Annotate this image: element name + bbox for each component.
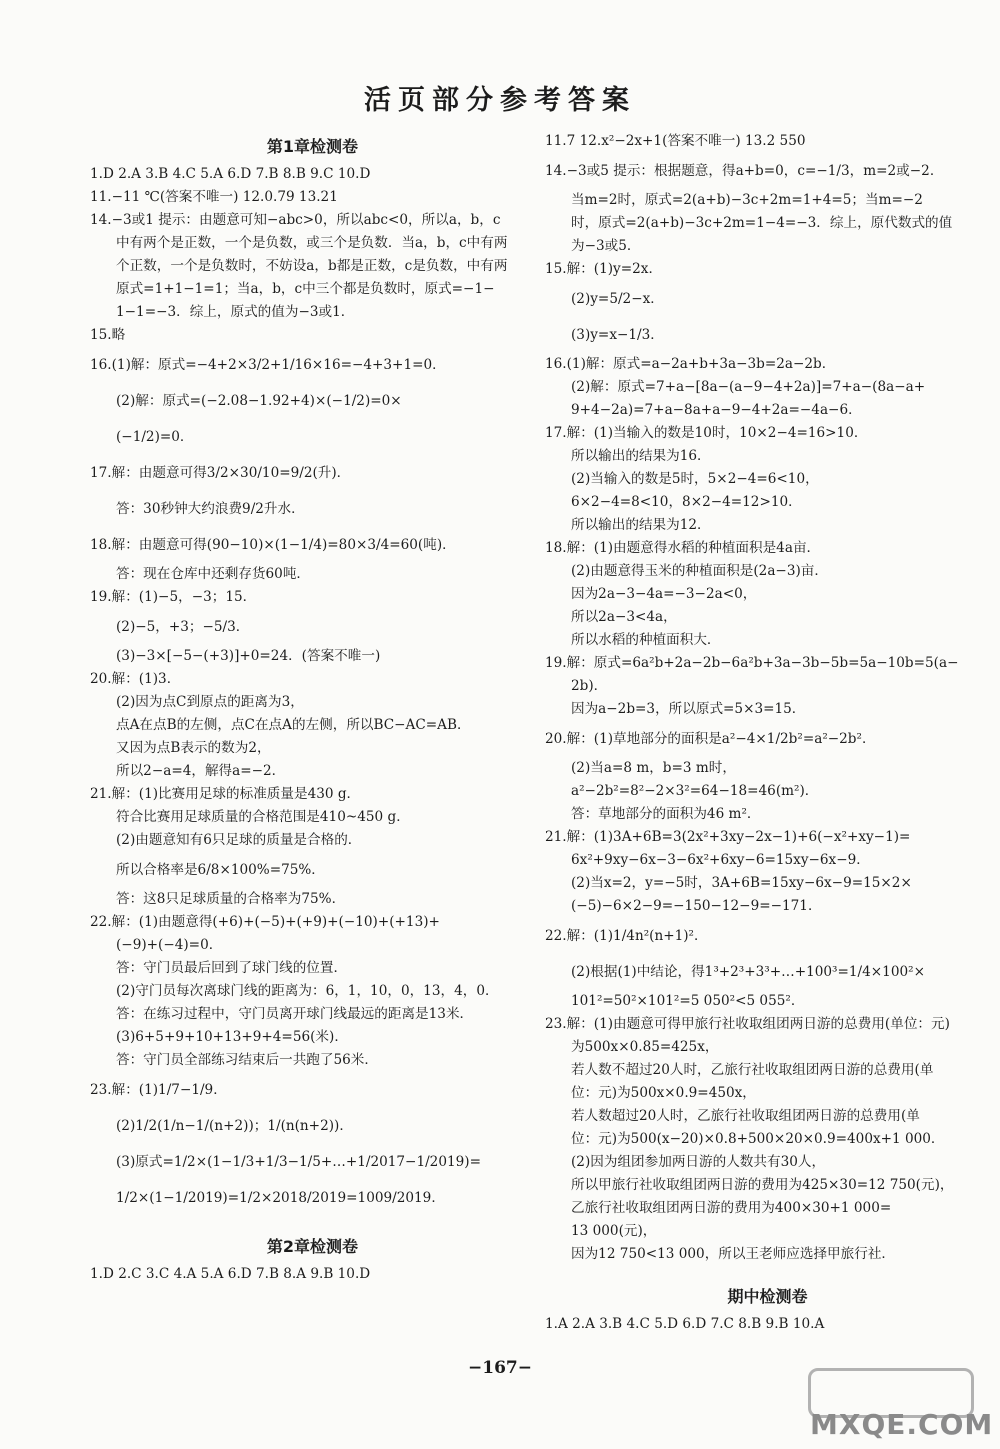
answer-line: 原式=1+1−1=1；当a，b，c中三个都是负数时，原式=−1− [116, 281, 495, 297]
answer-line: 15.略 [90, 327, 126, 343]
answer-line: (2)因为组团参加两日游的人数共有30人， [571, 1154, 826, 1170]
answer-line: 所以甲旅行社收取组团两日游的费用为425×30=12 750(元)， [571, 1177, 954, 1193]
answer-line: 16.(1)解：原式=−4+2×3/2+1/16×16=−4+3+1=0． [90, 357, 446, 373]
answer-line: 为500x×0.85=425x， [571, 1039, 719, 1055]
page-title: 活页部分参考答案 [364, 85, 636, 116]
answer-line: 位：元)为500x×0.9=450x， [571, 1085, 756, 1101]
answer-line: (2)由题意知有6只足球的质量是合格的． [116, 832, 362, 848]
chapter-2-answer-line: 1.D 2.C 3.C 4.A 5.A 6.D 7.B 8.A 9.B 10.D [90, 1266, 371, 1282]
answer-line: 101²=50²×101²=5 050²<5 055²． [571, 993, 805, 1009]
answer-line: 个正数，一个是负数时，不妨设a，b都是正数，c是负数，中有两 [116, 258, 508, 274]
answer-line: 23.解：(1)由题意可得甲旅行社收取组团两日游的总费用(单位：元) [545, 1016, 950, 1032]
section-heading-chapter-1: 第1章检测卷 [266, 137, 359, 156]
answer-line: 18.解：由题意可得(90−10)×(1−1/4)=80×3/4=60(吨)． [90, 537, 456, 553]
answer-line: 又因为点B表示的数为2， [116, 740, 271, 756]
answer-line: (2)解：原式=(−2.08−1.92+4)×(−1/2)=0× [116, 393, 402, 409]
section-heading-chapter-2: 第2章检测卷 [266, 1237, 359, 1256]
answer-line: (2)当输入的数是5时，5×2−4=6<10， [571, 471, 819, 487]
watermark-logo [808, 1368, 993, 1443]
answer-line: a²−2b²=8²−2×3²=64−18=46(m²)． [571, 783, 819, 799]
answer-line: 13 000(元)， [571, 1223, 657, 1239]
answer-line: 21.解：(1)3A+6B=3(2x²+3xy−2x−1)+6(−x²+xy−1)= [545, 829, 911, 845]
answer-line: 位：元)为500(x−20)×0.8+500×20×0.9=400x+1 000． [571, 1131, 945, 1147]
answer-line: (2)解：原式=7+a−[8a−(a−9−4+2a)]=7+a−(8a−a+ [571, 379, 926, 395]
answer-line: 1/2×(1−1/2019)=1/2×2018/2019=1009/2019． [116, 1190, 445, 1206]
left-column [90, 130, 535, 1286]
answer-line: (2)当a=8 m，b=3 m时， [571, 760, 736, 776]
answer-line: 15.解：(1)y=2x． [545, 261, 663, 277]
section-heading-midterm: 期中检测卷 [727, 1287, 808, 1306]
answer-line: 因为a−2b=3，所以原式=5×3=15． [571, 701, 806, 717]
midterm-answer-line: 1.A 2.A 3.B 4.C 5.D 6.D 7.C 8.B 9.B 10.A [545, 1316, 825, 1332]
answer-line: 11.−11 ℃(答案不唯一) 12.0.79 13.21 [90, 189, 338, 205]
answer-line: 所以2a−3<4a， [571, 609, 677, 625]
right-column [545, 130, 990, 1336]
answer-line: (−9)+(−4)=0． [116, 937, 223, 953]
answer-line: 19.解：(1)−5，−3；15． [90, 589, 257, 605]
answer-line: (−1/2)=0． [116, 429, 194, 445]
answer-line: 所以合格率是6/8×100%=75%． [116, 862, 325, 878]
chapter-2-answers-continued [545, 130, 990, 1266]
answer-line: 19.解：原式=6a²b+2a−2b−6a²b+3a−3b−5b=5a−10b=5(a− [545, 655, 959, 671]
answer-line: 所以2−a=4，解得a=−2． [116, 763, 286, 779]
answer-line: 22.解：(1)1/4n²(n+1)²． [545, 928, 708, 944]
answer-line: (2)y=5/2−x． [571, 291, 664, 307]
answer-line: (2)当x=2，y=−5时，3A+6B=15xy−6x−9=15×2× [571, 875, 912, 891]
answer-line: (3)原式=1/2×(1−1/3+1/3−1/5+…+1/2017−1/2019)= [116, 1154, 481, 1170]
answer-line: 9+4−2a)=7+a−8a+a−9−4+2a=−4a−6． [571, 402, 862, 418]
answer-line: (2)1/2(1/n−1/(n+2))；1/(n(n+2))． [116, 1118, 353, 1134]
answer-line: 所以水稻的种植面积大． [571, 632, 721, 648]
answer-line: 答：守门员最后回到了球门线的位置． [116, 960, 348, 976]
answer-line: 20.解：(1)3． [90, 671, 181, 687]
answer-line: 符合比赛用足球质量的合格范围是410~450 g． [116, 809, 410, 825]
answer-line: 1−1=−3．综上，原式的值为−3或1． [116, 304, 355, 320]
answer-line: 22.解：(1)由题意得(+6)+(−5)+(+9)+(−10)+(+13)+ [90, 914, 440, 930]
answer-line: 若人数超过20人时，乙旅行社收取组团两日游的总费用(单 [571, 1108, 920, 1124]
answer-line: 6x²+9xy−6x−3−6x²+6xy−6=15xy−6x−9． [571, 852, 870, 868]
answer-line: 为−3或5． [571, 238, 641, 254]
answer-line: 11.7 12.x²−2x+1(答案不唯一) 13.2 550 [545, 133, 806, 149]
answer-line: 1.D 2.A 3.B 4.C 5.A 6.D 7.B 8.B 9.C 10.D [90, 166, 371, 182]
answer-line: (2)根据(1)中结论，得1³+2³+3³+…+100³=1/4×100²× [571, 964, 925, 980]
answer-line: (3)y=x−1/3． [571, 327, 664, 343]
answer-line: 乙旅行社收取组团两日游的费用为400×30+1 000= [571, 1200, 892, 1216]
answer-line: 因为12 750<13 000，所以王老师应选择甲旅行社． [571, 1246, 896, 1262]
answer-line: (2)守门员每次离球门线的距离为：6，1，10，0，13，4，0． [116, 983, 499, 999]
answer-line: 2b)． [571, 678, 608, 694]
answer-line: 16.(1)解：原式=a−2a+b+3a−3b=2a−2b． [545, 356, 836, 372]
answer-line: 中有两个是正数，一个是负数，或三个是负数．当a，b，c中有两 [116, 235, 508, 251]
answer-line: 若人数不超过20人时，乙旅行社收取组团两日游的总费用(单 [571, 1062, 934, 1078]
answer-line: 所以输出的结果为12． [571, 517, 711, 533]
answer-line: 20.解：(1)草地部分的面积是a²−4×1/2b²=a²−2b²． [545, 731, 876, 747]
answer-line: 答：这8只足球质量的合格率为75%． [116, 891, 346, 907]
answer-line: 21.解：(1)比赛用足球的标准质量是430 g． [90, 786, 361, 802]
chapter-1-answers [90, 163, 535, 1216]
page-number: −167− [468, 1358, 532, 1378]
answer-line: 23.解：(1)1/7−1/9． [90, 1082, 227, 1098]
answer-line: 答：草地部分的面积为46 m²． [571, 806, 761, 822]
answer-line: 所以输出的结果为16． [571, 448, 711, 464]
watermark-site: MXQE.COM [810, 1408, 994, 1441]
answer-line: 答：守门员全部练习结束后一共跑了56米． [116, 1052, 378, 1068]
answer-line: (2)因为点C到原点的距离为3， [116, 694, 304, 710]
answer-line: 时，原式=2(a+b)−3c+2m=1−4=−3．综上，原代数式的值 [571, 215, 953, 231]
answer-line: (3)6+5+9+10+13+9+4=56(米)． [116, 1029, 348, 1045]
answer-line: 当m=2时，原式=2(a+b)−3c+2m=1+4=5；当m=−2 [571, 192, 923, 208]
answer-line: 14.−3或5 提示：根据题意，得a+b=0，c=−1/3，m=2或−2． [545, 163, 944, 179]
answer-line: 18.解：(1)由题意得水稻的种植面积是4a亩． [545, 540, 821, 556]
answer-line: (2)由题意得玉米的种植面积是(2a−3)亩． [571, 563, 828, 579]
answer-line: 答：在练习过程中，守门员离开球门线最远的距离是13米． [116, 1006, 474, 1022]
answer-line: 因为2a−3−4a=−3−2a<0， [571, 586, 757, 602]
answer-line: 答：30秒钟大约浪费9/2升水． [116, 501, 305, 517]
answer-line: 17.解：由题意可得3/2×30/10=9/2(升)． [90, 465, 351, 481]
answer-line: 17.解：(1)当输入的数是10时，10×2−4=16>10． [545, 425, 868, 441]
answer-line: 6×2−4=8<10，8×2−4=12>10． [571, 494, 802, 510]
answer-line: (−5)−6×2−9=−150−12−9=−171． [571, 898, 822, 914]
answer-line: 点A在点B的左侧，点C在点A的左侧，所以BC−AC=AB． [116, 717, 471, 733]
answer-line: (2)−5，+3；−5/3． [116, 619, 250, 635]
answer-line: 14.−3或1 提示：由题意可知−abc>0，所以abc<0，所以a，b，c [90, 212, 501, 228]
answer-line: (3)−3×[−5−(+3)]+0=24．(答案不唯一) [116, 648, 381, 664]
answer-line: 答：现在仓库中还剩存货60吨． [116, 566, 311, 582]
